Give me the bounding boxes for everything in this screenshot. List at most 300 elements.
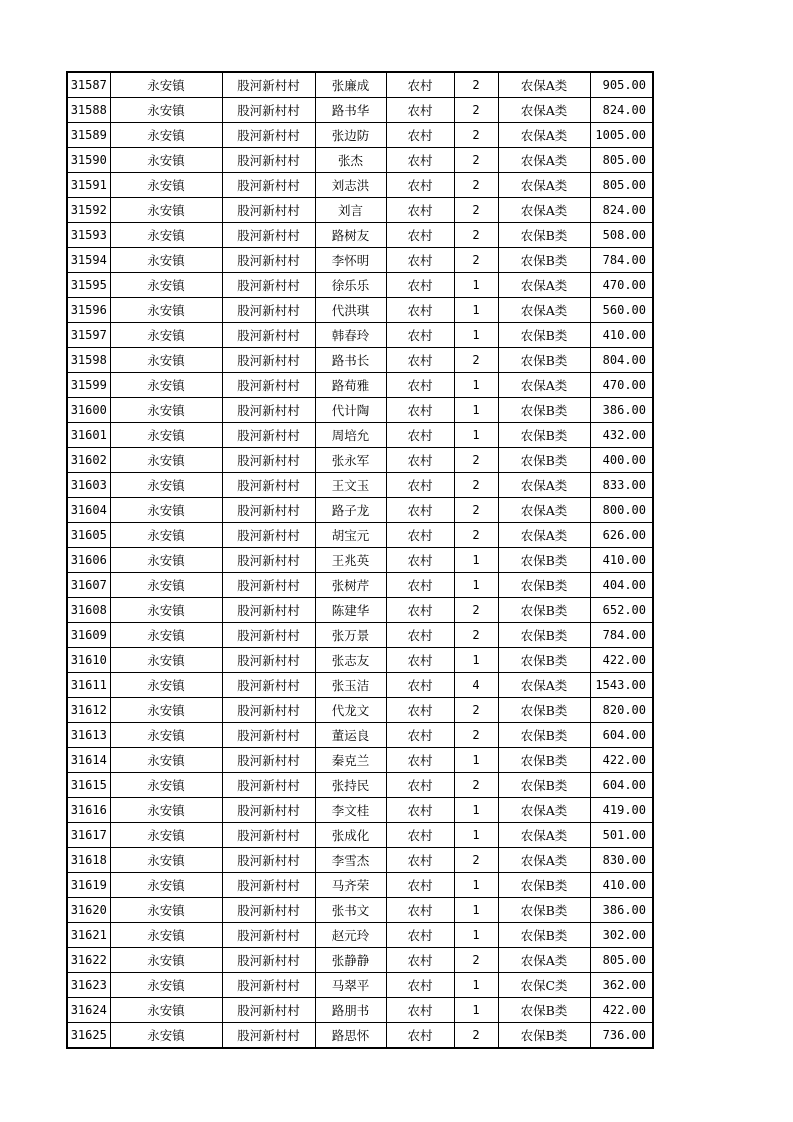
member-count-cell: 1 xyxy=(454,273,498,298)
member-count-cell: 2 xyxy=(454,498,498,523)
table-row xyxy=(67,823,653,848)
record-id-cell: 31616 xyxy=(67,798,110,823)
village-cell: 股河新村村 xyxy=(222,198,315,223)
household-type-cell: 农村 xyxy=(386,298,454,323)
insurance-category-cell: 农保B类 xyxy=(498,723,590,748)
insurance-category-cell: 农保A类 xyxy=(498,498,590,523)
amount-cell: 400.00 xyxy=(590,448,653,473)
table-row xyxy=(67,323,653,348)
household-type-cell: 农村 xyxy=(386,1023,454,1049)
town-cell: 永安镇 xyxy=(110,798,222,823)
household-type-cell: 农村 xyxy=(386,698,454,723)
town-cell: 永安镇 xyxy=(110,273,222,298)
name-cell: 王兆英 xyxy=(315,548,386,573)
member-count-cell: 2 xyxy=(454,448,498,473)
amount-cell: 501.00 xyxy=(590,823,653,848)
household-type-cell: 农村 xyxy=(386,423,454,448)
name-cell: 路书长 xyxy=(315,348,386,373)
table-row xyxy=(67,723,653,748)
member-count-cell: 2 xyxy=(454,123,498,148)
table-row xyxy=(67,698,653,723)
amount-cell: 386.00 xyxy=(590,898,653,923)
household-type-cell: 农村 xyxy=(386,473,454,498)
household-type-cell: 农村 xyxy=(386,773,454,798)
household-type-cell: 农村 xyxy=(386,998,454,1023)
record-id-cell: 31592 xyxy=(67,198,110,223)
insurance-category-cell: 农保A类 xyxy=(498,123,590,148)
table-row xyxy=(67,298,653,323)
record-id-cell: 31621 xyxy=(67,923,110,948)
name-cell: 张志友 xyxy=(315,648,386,673)
insurance-category-cell: 农保B类 xyxy=(498,223,590,248)
town-cell: 永安镇 xyxy=(110,873,222,898)
record-id-cell: 31619 xyxy=(67,873,110,898)
table-row xyxy=(67,223,653,248)
name-cell: 张边防 xyxy=(315,123,386,148)
member-count-cell: 2 xyxy=(454,523,498,548)
member-count-cell: 1 xyxy=(454,798,498,823)
household-type-cell: 农村 xyxy=(386,523,454,548)
insurance-category-cell: 农保B类 xyxy=(498,348,590,373)
village-cell: 股河新村村 xyxy=(222,923,315,948)
village-cell: 股河新村村 xyxy=(222,72,315,98)
village-cell: 股河新村村 xyxy=(222,473,315,498)
town-cell: 永安镇 xyxy=(110,323,222,348)
table-row xyxy=(67,998,653,1023)
household-type-cell: 农村 xyxy=(386,72,454,98)
village-cell: 股河新村村 xyxy=(222,948,315,973)
amount-cell: 652.00 xyxy=(590,598,653,623)
town-cell: 永安镇 xyxy=(110,973,222,998)
table-row xyxy=(67,898,653,923)
member-count-cell: 2 xyxy=(454,72,498,98)
record-id-cell: 31613 xyxy=(67,723,110,748)
village-cell: 股河新村村 xyxy=(222,598,315,623)
household-type-cell: 农村 xyxy=(386,123,454,148)
household-type-cell: 农村 xyxy=(386,448,454,473)
town-cell: 永安镇 xyxy=(110,823,222,848)
name-cell: 张静静 xyxy=(315,948,386,973)
insurance-category-cell: 农保A类 xyxy=(498,98,590,123)
table-row xyxy=(67,523,653,548)
member-count-cell: 2 xyxy=(454,1023,498,1049)
table-row xyxy=(67,773,653,798)
amount-cell: 302.00 xyxy=(590,923,653,948)
amount-cell: 800.00 xyxy=(590,498,653,523)
insurance-category-cell: 农保B类 xyxy=(498,998,590,1023)
name-cell: 路子龙 xyxy=(315,498,386,523)
insurance-category-cell: 农保B类 xyxy=(498,1023,590,1049)
table-row xyxy=(67,72,653,98)
record-id-cell: 31604 xyxy=(67,498,110,523)
insurance-category-cell: 农保B类 xyxy=(498,873,590,898)
insurance-category-cell: 农保B类 xyxy=(498,598,590,623)
record-id-cell: 31612 xyxy=(67,698,110,723)
village-cell: 股河新村村 xyxy=(222,98,315,123)
household-type-cell: 农村 xyxy=(386,373,454,398)
name-cell: 路树友 xyxy=(315,223,386,248)
insurance-category-cell: 农保B类 xyxy=(498,773,590,798)
insurance-category-cell: 农保C类 xyxy=(498,973,590,998)
member-count-cell: 4 xyxy=(454,673,498,698)
record-id-cell: 31602 xyxy=(67,448,110,473)
table-row xyxy=(67,623,653,648)
name-cell: 代洪琪 xyxy=(315,298,386,323)
table-row xyxy=(67,448,653,473)
amount-cell: 1005.00 xyxy=(590,123,653,148)
insurance-category-cell: 农保A类 xyxy=(498,673,590,698)
village-cell: 股河新村村 xyxy=(222,623,315,648)
insurance-category-cell: 农保B类 xyxy=(498,898,590,923)
household-type-cell: 农村 xyxy=(386,223,454,248)
amount-cell: 833.00 xyxy=(590,473,653,498)
town-cell: 永安镇 xyxy=(110,548,222,573)
name-cell: 赵元玲 xyxy=(315,923,386,948)
household-type-cell: 农村 xyxy=(386,873,454,898)
table-row xyxy=(67,673,653,698)
name-cell: 代龙文 xyxy=(315,698,386,723)
record-id-cell: 31624 xyxy=(67,998,110,1023)
village-cell: 股河新村村 xyxy=(222,873,315,898)
amount-cell: 824.00 xyxy=(590,198,653,223)
record-id-cell: 31622 xyxy=(67,948,110,973)
insurance-category-cell: 农保A类 xyxy=(498,173,590,198)
insurance-category-cell: 农保B类 xyxy=(498,448,590,473)
household-type-cell: 农村 xyxy=(386,923,454,948)
amount-cell: 1543.00 xyxy=(590,673,653,698)
amount-cell: 422.00 xyxy=(590,648,653,673)
village-cell: 股河新村村 xyxy=(222,998,315,1023)
insurance-category-cell: 农保B类 xyxy=(498,648,590,673)
insurance-category-cell: 农保B类 xyxy=(498,248,590,273)
village-cell: 股河新村村 xyxy=(222,748,315,773)
record-id-cell: 31618 xyxy=(67,848,110,873)
village-cell: 股河新村村 xyxy=(222,848,315,873)
household-type-cell: 农村 xyxy=(386,198,454,223)
table-row xyxy=(67,373,653,398)
name-cell: 路书华 xyxy=(315,98,386,123)
household-type-cell: 农村 xyxy=(386,573,454,598)
amount-cell: 470.00 xyxy=(590,373,653,398)
amount-cell: 824.00 xyxy=(590,98,653,123)
table-row xyxy=(67,473,653,498)
amount-cell: 432.00 xyxy=(590,423,653,448)
member-count-cell: 1 xyxy=(454,998,498,1023)
village-cell: 股河新村村 xyxy=(222,648,315,673)
household-type-cell: 农村 xyxy=(386,98,454,123)
name-cell: 张万景 xyxy=(315,623,386,648)
town-cell: 永安镇 xyxy=(110,473,222,498)
member-count-cell: 2 xyxy=(454,723,498,748)
name-cell: 徐乐乐 xyxy=(315,273,386,298)
name-cell: 董运良 xyxy=(315,723,386,748)
town-cell: 永安镇 xyxy=(110,723,222,748)
village-cell: 股河新村村 xyxy=(222,498,315,523)
amount-cell: 410.00 xyxy=(590,323,653,348)
record-id-cell: 31610 xyxy=(67,648,110,673)
name-cell: 李雪杰 xyxy=(315,848,386,873)
town-cell: 永安镇 xyxy=(110,148,222,173)
member-count-cell: 1 xyxy=(454,398,498,423)
insurance-category-cell: 农保B类 xyxy=(498,323,590,348)
household-type-cell: 农村 xyxy=(386,623,454,648)
town-cell: 永安镇 xyxy=(110,98,222,123)
household-type-cell: 农村 xyxy=(386,248,454,273)
town-cell: 永安镇 xyxy=(110,898,222,923)
amount-cell: 830.00 xyxy=(590,848,653,873)
record-id-cell: 31594 xyxy=(67,248,110,273)
name-cell: 张永军 xyxy=(315,448,386,473)
member-count-cell: 2 xyxy=(454,148,498,173)
village-cell: 股河新村村 xyxy=(222,448,315,473)
town-cell: 永安镇 xyxy=(110,72,222,98)
table-row xyxy=(67,973,653,998)
insurance-category-cell: 农保A类 xyxy=(498,148,590,173)
member-count-cell: 1 xyxy=(454,298,498,323)
name-cell: 张持民 xyxy=(315,773,386,798)
amount-cell: 626.00 xyxy=(590,523,653,548)
town-cell: 永安镇 xyxy=(110,123,222,148)
record-id-cell: 31614 xyxy=(67,748,110,773)
table-row xyxy=(67,498,653,523)
amount-cell: 784.00 xyxy=(590,623,653,648)
amount-cell: 736.00 xyxy=(590,1023,653,1049)
insurance-category-cell: 农保B类 xyxy=(498,548,590,573)
name-cell: 胡宝元 xyxy=(315,523,386,548)
name-cell: 张玉洁 xyxy=(315,673,386,698)
member-count-cell: 1 xyxy=(454,873,498,898)
village-cell: 股河新村村 xyxy=(222,773,315,798)
member-count-cell: 2 xyxy=(454,223,498,248)
name-cell: 路荀雅 xyxy=(315,373,386,398)
insurance-category-cell: 农保B类 xyxy=(498,923,590,948)
table-body xyxy=(67,72,653,1048)
name-cell: 路朋书 xyxy=(315,998,386,1023)
table-row xyxy=(67,873,653,898)
name-cell: 张杰 xyxy=(315,148,386,173)
member-count-cell: 2 xyxy=(454,248,498,273)
town-cell: 永安镇 xyxy=(110,648,222,673)
table-row xyxy=(67,648,653,673)
name-cell: 秦克兰 xyxy=(315,748,386,773)
table-row xyxy=(67,123,653,148)
amount-cell: 805.00 xyxy=(590,173,653,198)
town-cell: 永安镇 xyxy=(110,423,222,448)
table-row xyxy=(67,98,653,123)
village-cell: 股河新村村 xyxy=(222,398,315,423)
household-type-cell: 农村 xyxy=(386,273,454,298)
record-id-cell: 31597 xyxy=(67,323,110,348)
record-id-cell: 31593 xyxy=(67,223,110,248)
village-cell: 股河新村村 xyxy=(222,373,315,398)
household-type-cell: 农村 xyxy=(386,323,454,348)
member-count-cell: 1 xyxy=(454,323,498,348)
table-row xyxy=(67,1023,653,1049)
member-count-cell: 2 xyxy=(454,698,498,723)
amount-cell: 820.00 xyxy=(590,698,653,723)
table-row xyxy=(67,573,653,598)
table-row xyxy=(67,748,653,773)
record-id-cell: 31589 xyxy=(67,123,110,148)
name-cell: 张书文 xyxy=(315,898,386,923)
insurance-category-cell: 农保A类 xyxy=(498,198,590,223)
amount-cell: 386.00 xyxy=(590,398,653,423)
village-cell: 股河新村村 xyxy=(222,1023,315,1049)
table-row xyxy=(67,548,653,573)
member-count-cell: 2 xyxy=(454,848,498,873)
record-id-cell: 31595 xyxy=(67,273,110,298)
village-cell: 股河新村村 xyxy=(222,273,315,298)
amount-cell: 560.00 xyxy=(590,298,653,323)
name-cell: 周培允 xyxy=(315,423,386,448)
member-count-cell: 2 xyxy=(454,773,498,798)
name-cell: 韩春玲 xyxy=(315,323,386,348)
household-type-cell: 农村 xyxy=(386,948,454,973)
amount-cell: 805.00 xyxy=(590,148,653,173)
village-cell: 股河新村村 xyxy=(222,123,315,148)
table-row xyxy=(67,598,653,623)
household-type-cell: 农村 xyxy=(386,148,454,173)
record-id-cell: 31598 xyxy=(67,348,110,373)
member-count-cell: 1 xyxy=(454,548,498,573)
name-cell: 张成化 xyxy=(315,823,386,848)
insurance-category-cell: 农保B类 xyxy=(498,573,590,598)
table-row xyxy=(67,798,653,823)
table-row xyxy=(67,848,653,873)
record-id-cell: 31611 xyxy=(67,673,110,698)
village-cell: 股河新村村 xyxy=(222,323,315,348)
beneficiary-table xyxy=(66,71,654,1049)
member-count-cell: 2 xyxy=(454,198,498,223)
village-cell: 股河新村村 xyxy=(222,348,315,373)
insurance-category-cell: 农保A类 xyxy=(498,798,590,823)
insurance-category-cell: 农保A类 xyxy=(498,948,590,973)
table-row xyxy=(67,923,653,948)
insurance-category-cell: 农保A类 xyxy=(498,298,590,323)
amount-cell: 419.00 xyxy=(590,798,653,823)
village-cell: 股河新村村 xyxy=(222,798,315,823)
village-cell: 股河新村村 xyxy=(222,573,315,598)
insurance-category-cell: 农保B类 xyxy=(498,423,590,448)
name-cell: 马齐荣 xyxy=(315,873,386,898)
name-cell: 张树芹 xyxy=(315,573,386,598)
record-id-cell: 31606 xyxy=(67,548,110,573)
name-cell: 代计陶 xyxy=(315,398,386,423)
household-type-cell: 农村 xyxy=(386,398,454,423)
household-type-cell: 农村 xyxy=(386,848,454,873)
town-cell: 永安镇 xyxy=(110,348,222,373)
town-cell: 永安镇 xyxy=(110,948,222,973)
amount-cell: 804.00 xyxy=(590,348,653,373)
table-row xyxy=(67,948,653,973)
insurance-category-cell: 农保B类 xyxy=(498,698,590,723)
record-id-cell: 31587 xyxy=(67,72,110,98)
insurance-category-cell: 农保A类 xyxy=(498,273,590,298)
village-cell: 股河新村村 xyxy=(222,148,315,173)
member-count-cell: 2 xyxy=(454,98,498,123)
village-cell: 股河新村村 xyxy=(222,523,315,548)
household-type-cell: 农村 xyxy=(386,898,454,923)
member-count-cell: 1 xyxy=(454,923,498,948)
insurance-category-cell: 农保A类 xyxy=(498,823,590,848)
village-cell: 股河新村村 xyxy=(222,548,315,573)
amount-cell: 508.00 xyxy=(590,223,653,248)
town-cell: 永安镇 xyxy=(110,398,222,423)
town-cell: 永安镇 xyxy=(110,373,222,398)
insurance-category-cell: 农保B类 xyxy=(498,748,590,773)
name-cell: 刘志洪 xyxy=(315,173,386,198)
record-id-cell: 31596 xyxy=(67,298,110,323)
village-cell: 股河新村村 xyxy=(222,973,315,998)
insurance-category-cell: 农保B类 xyxy=(498,623,590,648)
town-cell: 永安镇 xyxy=(110,1023,222,1049)
record-id-cell: 31591 xyxy=(67,173,110,198)
amount-cell: 604.00 xyxy=(590,723,653,748)
household-type-cell: 农村 xyxy=(386,748,454,773)
household-type-cell: 农村 xyxy=(386,173,454,198)
town-cell: 永安镇 xyxy=(110,498,222,523)
insurance-category-cell: 农保A类 xyxy=(498,473,590,498)
household-type-cell: 农村 xyxy=(386,798,454,823)
table-row xyxy=(67,423,653,448)
member-count-cell: 1 xyxy=(454,648,498,673)
member-count-cell: 2 xyxy=(454,473,498,498)
member-count-cell: 1 xyxy=(454,973,498,998)
record-id-cell: 31590 xyxy=(67,148,110,173)
household-type-cell: 农村 xyxy=(386,598,454,623)
record-id-cell: 31601 xyxy=(67,423,110,448)
amount-cell: 362.00 xyxy=(590,973,653,998)
table-row xyxy=(67,398,653,423)
table-row xyxy=(67,248,653,273)
village-cell: 股河新村村 xyxy=(222,173,315,198)
town-cell: 永安镇 xyxy=(110,623,222,648)
household-type-cell: 农村 xyxy=(386,823,454,848)
name-cell: 路思怀 xyxy=(315,1023,386,1049)
town-cell: 永安镇 xyxy=(110,848,222,873)
town-cell: 永安镇 xyxy=(110,448,222,473)
table-row xyxy=(67,348,653,373)
record-id-cell: 31605 xyxy=(67,523,110,548)
town-cell: 永安镇 xyxy=(110,773,222,798)
amount-cell: 410.00 xyxy=(590,548,653,573)
town-cell: 永安镇 xyxy=(110,673,222,698)
village-cell: 股河新村村 xyxy=(222,698,315,723)
village-cell: 股河新村村 xyxy=(222,423,315,448)
member-count-cell: 1 xyxy=(454,423,498,448)
member-count-cell: 1 xyxy=(454,748,498,773)
town-cell: 永安镇 xyxy=(110,248,222,273)
insurance-category-cell: 农保B类 xyxy=(498,398,590,423)
household-type-cell: 农村 xyxy=(386,723,454,748)
household-type-cell: 农村 xyxy=(386,498,454,523)
record-id-cell: 31608 xyxy=(67,598,110,623)
name-cell: 张廉成 xyxy=(315,72,386,98)
insurance-category-cell: 农保A类 xyxy=(498,373,590,398)
insurance-category-cell: 农保A类 xyxy=(498,72,590,98)
town-cell: 永安镇 xyxy=(110,523,222,548)
member-count-cell: 1 xyxy=(454,373,498,398)
record-id-cell: 31615 xyxy=(67,773,110,798)
town-cell: 永安镇 xyxy=(110,923,222,948)
record-id-cell: 31600 xyxy=(67,398,110,423)
town-cell: 永安镇 xyxy=(110,698,222,723)
village-cell: 股河新村村 xyxy=(222,898,315,923)
town-cell: 永安镇 xyxy=(110,173,222,198)
town-cell: 永安镇 xyxy=(110,223,222,248)
member-count-cell: 2 xyxy=(454,173,498,198)
insurance-category-cell: 农保A类 xyxy=(498,523,590,548)
